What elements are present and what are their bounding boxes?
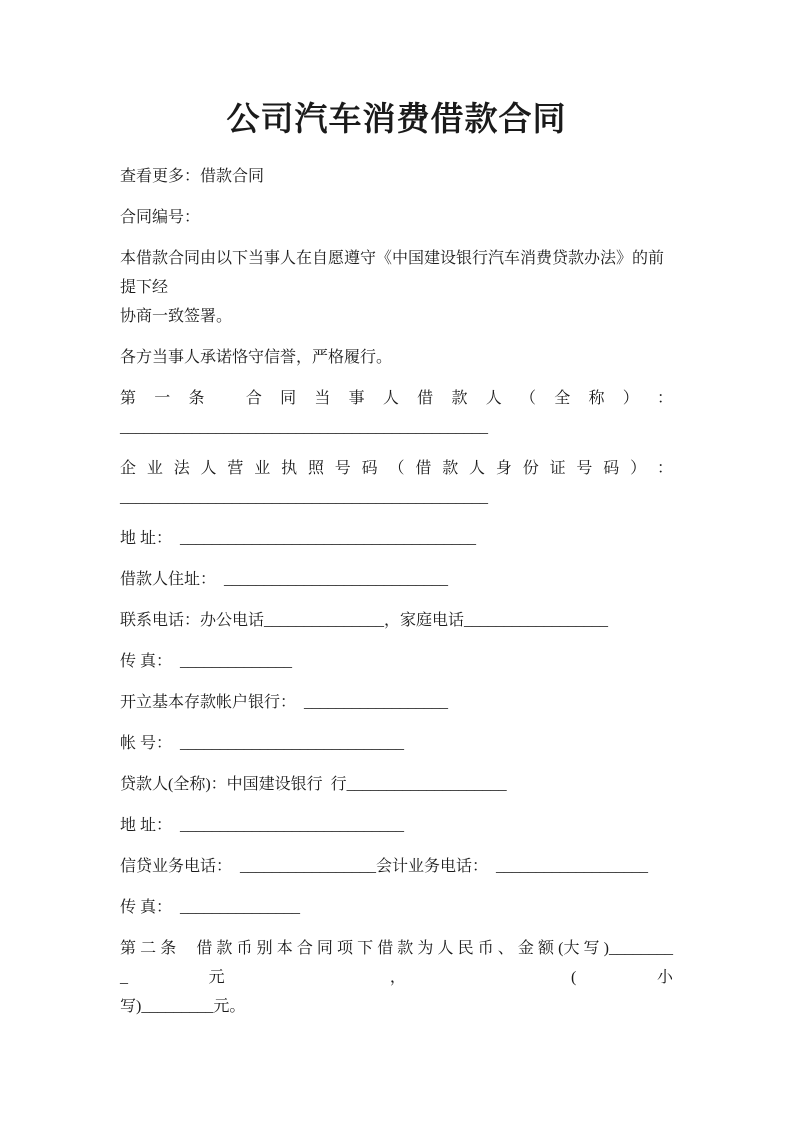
business-license-number-text: 企 业 法 人 营 业 执 照 号 码 （ 借 款 人 身 份 证 号 码 ） ：	[120, 460, 673, 477]
account-number-line-text: 帐 号： ____________________________	[120, 735, 405, 752]
preamble-paragraph	[120, 244, 673, 331]
business-phone-line	[120, 852, 673, 881]
lender-name-line-text: 贷款人(全称)：中国建设银行 行____________________	[120, 776, 507, 793]
view-more-line-text: 查看更多：借款合同	[120, 168, 265, 185]
lender-name-line	[120, 770, 673, 799]
business-license-number-text: ______________________________________________	[120, 489, 488, 506]
business-phone-line-text: 信贷业务电话： _________________会计业务电话： ___________________	[120, 858, 649, 875]
lender-fax-line	[120, 893, 673, 922]
basic-deposit-bank-line	[120, 688, 673, 717]
promise-paragraph	[120, 343, 673, 372]
article-2-loan-amount-text: 第 二 条 借 款 币 别 本 合 同 项 下 借 款 为 人 民 币 、 金 额 (大 写 )_________元 ， (小	[120, 940, 673, 986]
business-license-number	[120, 454, 673, 512]
borrower-address-line	[120, 524, 673, 553]
preamble-paragraph-text: 本借款合同由以下当事人在自愿遵守《中国建设银行汽车消费贷款办法》的前提下经	[120, 250, 665, 296]
article-1-borrower-name	[120, 384, 673, 442]
borrower-address-line-text: 地 址： _____________________________________	[120, 530, 477, 547]
borrower-fax-line-text: 传 真： ______________	[120, 653, 293, 670]
document-body	[120, 162, 673, 1021]
borrower-residence-line-text: 借款人住址： ____________________________	[120, 571, 449, 588]
contract-number-line-text: 合同编号：	[120, 209, 201, 226]
borrower-fax-line	[120, 647, 673, 676]
promise-paragraph-text: 各方当事人承诺恪守信誉，严格履行。	[120, 349, 393, 366]
borrower-residence-line	[120, 565, 673, 594]
article-2-loan-amount	[120, 934, 673, 1021]
article-1-borrower-name-text: 第 一 条 合 同 当 事 人 借 款 人 （ 全 称 ） ：	[120, 390, 673, 407]
account-number-line	[120, 729, 673, 758]
contact-phone-line	[120, 606, 673, 635]
lender-address-line-text: 地 址： ____________________________	[120, 817, 405, 834]
article-2-loan-amount-text: 写)_________元。	[120, 998, 246, 1015]
contract-number-line	[120, 203, 673, 232]
preamble-paragraph-text: 协商一致签署。	[120, 308, 233, 325]
basic-deposit-bank-line-text: 开立基本存款帐户银行： __________________	[120, 694, 449, 711]
contact-phone-line-text: 联系电话：办公电话_______________，家庭电话__________________	[120, 612, 609, 629]
article-1-borrower-name-text: ______________________________________________	[120, 419, 488, 436]
view-more-line	[120, 162, 673, 191]
lender-address-line	[120, 811, 673, 840]
lender-fax-line-text: 传 真： _______________	[120, 899, 301, 916]
document-title: 公司汽车消费借款合同	[226, 102, 567, 138]
